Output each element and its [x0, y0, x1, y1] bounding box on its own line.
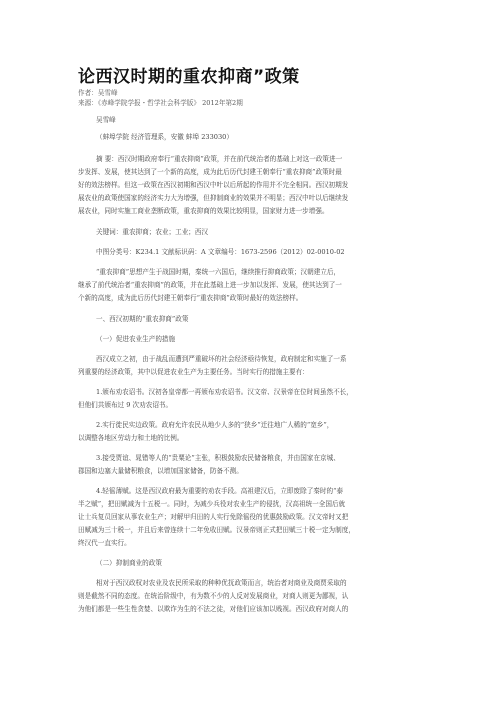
paragraph-line: 列重要的经济政策，其中以促进农业生产为主要任务。当时实行的措施主要有： — [78, 368, 309, 376]
keywords: 关键词：重农抑商；农业；工业；西汉 — [96, 228, 209, 236]
paragraph-line: 2.实行徙民实边政策。政府允许农民从地少人多的“狭乡”迁往地广人稀的“宽乡”， — [96, 421, 334, 429]
subsection-heading: （一）促进农业生产的措施 — [96, 335, 176, 343]
paragraph-line: 让士兵复员回家从事农业生产；对解甲归田的人实行免除徭役的优惠鼓励政策。汉文帝时又把 — [78, 513, 349, 521]
source-line: 来源：《赤峰学院学报・哲学社会科学版》 2012年第2期 — [78, 99, 243, 107]
paragraph-line: 个新的高度，成为此后历代封建王朝奉行“重农抑商”政策时最好的效法榜样。 — [78, 294, 303, 302]
abstract-line: 好的效法榜样。但这一政策在西汉初期和西汉中叶以后所起的作用并不完全相同。西汉初期发 — [78, 181, 349, 189]
subsection-heading: （二）抑制商业的政策 — [96, 559, 162, 567]
paragraph-line: 4.轻徭薄赋。这是西汉政府最为重要的劝农手段。高祖建汉后，立即废除了秦时的“泰 — [96, 487, 344, 495]
abstract-line: 展农业，同时实施工商业垄断政策，重农抑商的效果比较明显，国家财力进一步增强。 — [78, 207, 329, 215]
author-name: 吴雪峰 — [96, 116, 116, 124]
paragraph-line: 3.接受贾谊、晁错等人的“贵粟论”主张，积极鼓励农民储备粮食，并由国家在京城、 — [96, 454, 340, 462]
abstract-line: 展农业的政策使国家的经济实力大为增强，但抑制商业的效果并不明显；西汉中叶以后继续发 — [78, 194, 349, 202]
author-line: 作者：吴雪峰 — [78, 89, 118, 97]
paragraph-line: 相对于西汉政权对农业及农民所采取的种种优抚政策而言，统治者对商业及商贾采取的 — [96, 579, 347, 587]
paragraph-line: 半之赋”，把田赋减为十五税一。同时，为减少兵役对农业生产的侵扰，汉高祖统一全国后就 — [78, 500, 346, 508]
paragraph-line: 终汉代一直实行。 — [78, 539, 131, 547]
paragraph-line: 以调整各地区劳动力和土地的比例。 — [78, 434, 184, 442]
paragraph-line: 但他们共颁布过 9 次劝农诏书。 — [78, 401, 173, 409]
abstract-line: 步发挥、发展，使其达到了一个新的高度，成为此后历代封建王朝奉行“重农抑商”政策时最 — [78, 168, 342, 176]
abstract-line: 摘 要：西汉时期政府奉行“重农抑商”政策，并在前代统治者的基础上对这一政策进一 — [96, 155, 343, 163]
paragraph-line: 则是截然不同的态度。在统治阶级中，有为数不少的人反对发展商业，对商人则更为鄙视，认 — [78, 592, 349, 600]
paragraph-line: 西汉成立之初，由于战乱而遭到严重破坏的社会经济亟待恢复，政府制定和实施了一系 — [96, 355, 347, 363]
paragraph-line: “重农抑商”思想产生于战国时期，秦统一六国后，继续推行抑商政策；汉朝建立后， — [96, 268, 341, 276]
section-heading: 一、西汉初期的“重农抑商”政策 — [96, 315, 189, 323]
paragraph-line: 郡国和边塞大量储积粮食，以增加国家储备，防备不测。 — [78, 467, 243, 475]
paragraph-line: 1.颁布劝农诏书。汉初各皇帝都一再颁布劝农诏书。汉文帝、汉景帝在位时间虽然不长， — [96, 388, 353, 396]
article-title: 论西汉时期的重农抑商”政策 — [78, 67, 300, 87]
paragraph-line: 继承了前代统治者“重农抑商”的政策，并在此基础上进一步加以发挥、发展，使其达到了一 — [78, 281, 342, 289]
paragraph-line: 为他们都是一些生性贪婪、以欺诈为生的不法之徒，对他们应该加以贱视。西汉政府对商人的 — [78, 605, 349, 613]
affiliation: （蚌埠学院 经济管理系，安徽 蚌埠 233030） — [96, 133, 233, 141]
paragraph-line: 田赋减为三十税一，并且后来曾连续十二年免收田赋。汉景帝则正式把田赋三十税一定为制度， — [78, 526, 355, 534]
classification-line: 中图分类号：K234.1 文献标识码：A 文章编号：1673-2596（2012）02-0010-02 — [96, 248, 345, 256]
